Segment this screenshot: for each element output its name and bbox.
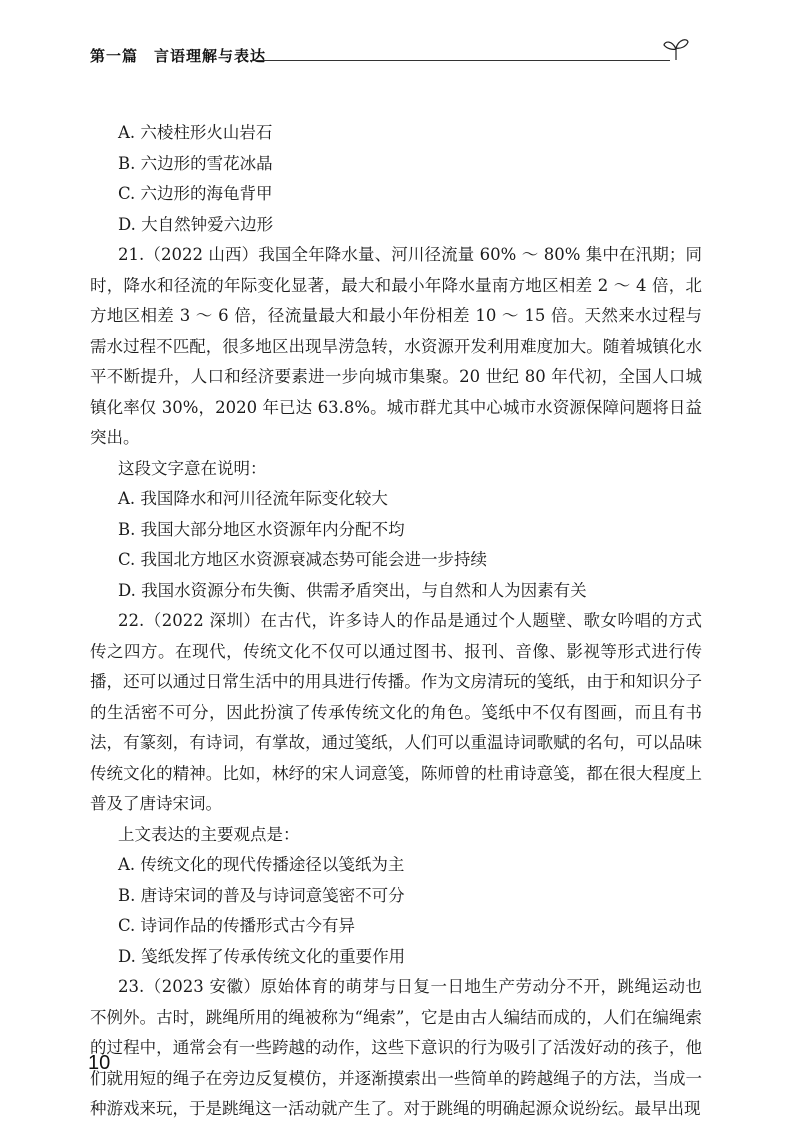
- q22-passage: 22.（2022 深圳）在古代，许多诗人的作品是通过个人题壁、歌女吟唱的方式传之四方。在现代，传统文化不仅可以通过图书、报刊、音像、影视等形式进行传播，还可以通过日常生活中的用具进行传播。作为文房清玩的笺纸，由于和知识分子的生活密不可分，因此扮演了传承传统文化的角色。笺纸中不仅有图画，而且有书法，有篆刻，有诗词，有掌故，通过笺纸，人们可以重温诗词歌赋的名句，可以品味传统文化的精神。比如，林纾的宋人词意笺，陈师曾的杜甫诗意笺，都在很大程度上普及了唐诗宋词。: [90, 611, 702, 813]
- q21-passage: 21.（2022 山西）我国全年降水量、河川径流量 60% ～ 80% 集中在汛期；同时，降水和径流的年际变化显著，最大和最小年降水量南方地区相差 2 ～ 4 倍，北方地区相差 3 ～ 6 倍，径流量最大和最小年份相差 10 ～ 15 倍。天然来水过程与需水过程不匹配，很多地区出现旱涝急转，水资源开发利用难度加大。随着城镇化水平不断提升，人口和经济要素进一步向城市集聚。20 世纪 80 年代初，全国人口城镇化率仅 30%，2020 年已达 63.8%。城市群尤其中心城市水资源保障问题将日益突出。: [90, 245, 702, 447]
- q22-option-b: B. 唐诗宋词的普及与诗词意笺密不可分: [118, 885, 405, 905]
- header-divider: [250, 60, 670, 61]
- page-content: [90, 118, 702, 1125]
- chapter-title: 第一篇 言语理解与表达: [90, 46, 272, 66]
- q21-option-b: B. 我国大部分地区水资源年内分配不均: [118, 519, 405, 539]
- q20-option-b: B. 六边形的雪花冰晶: [118, 153, 273, 173]
- page-header: [90, 46, 690, 70]
- q20-option-c: C. 六边形的海龟背甲: [118, 184, 273, 203]
- q22-option-d: D. 笺纸发挥了传承传统文化的重要作用: [118, 946, 406, 966]
- page-number: 10: [88, 1052, 111, 1074]
- q22-option-c: C. 诗词作品的传播形式古今有异: [118, 916, 356, 935]
- q21-prompt: 这段文字意在说明：: [118, 458, 267, 478]
- q20-option-d: D. 大自然钟爱六边形: [118, 214, 274, 234]
- q20-option-a: A. 六棱柱形火山岩石: [118, 123, 273, 142]
- q22-prompt: 上文表达的主要观点是：: [118, 824, 300, 844]
- q21-option-a: A. 我国降水和河川径流年际变化较大: [118, 489, 388, 508]
- q21-option-c: C. 我国北方地区水资源衰减态势可能会进一步持续: [118, 550, 488, 569]
- q22-option-a: A. 传统文化的现代传播途径以笺纸为主: [118, 855, 405, 874]
- q23-passage: 23.（2023 安徽）原始体育的萌芽与日复一日地生产劳动分不开，跳绳运动也不例外。古时，跳绳所用的绳被称为“绳索”，它是由古人编结而成的，人们在编绳索的过程中，通常会有一些跨越的动作，这些下意识的行为吸引了活泼好动的孩子，他们就用短的绳子在旁边反复模仿，并逐渐摸索出一些简单的跨越绳子的方法，当成一种游戏来玩，于是跳绳这一活动就产生了。对于跳绳的明确起源众说纷纭。最早出现: [90, 977, 702, 1118]
- sprout-icon: [662, 36, 690, 62]
- q21-option-d: D. 我国水资源分布失衡、供需矛盾突出，与自然和人为因素有关: [118, 580, 587, 600]
